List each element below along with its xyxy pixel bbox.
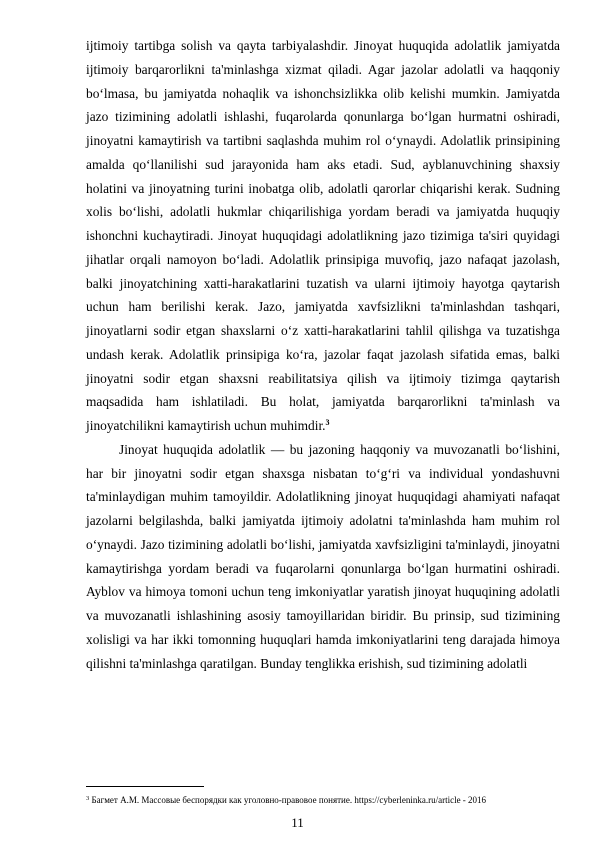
page-number: 11: [291, 815, 304, 830]
paragraph-text: ijtimoiy tartibga solish va qayta tarbiyalashdir. Jinoyat huquqida adolatlik jamiyatda ijtimoiy barqarorlikni ta'minlashga xizmat qiladi. Agar jazolar adolatli va haqqoniy bo‘lmasa, bu jamiyatda nohaqlik va ishonchsizlikka olib kelishi mumkin. Jamiyatda jazo tizimining adolatli ishlashi, fuqarolarda qonunlarga bo‘lgan hurmatni oshiradi, jinoyatni kamaytirish va tartibni saqlashda muhim rol o‘ynaydi. Adolatlik prinsipining amalda qo‘llanilishi sud jarayonida ham aks etadi. Sud, ayblanuvchining shaxsiy holatini va jinoyatning turini inobatga olib, adolatli qarorlar chiqarishi kerak. Sudning xolis bo‘lishi, adolatli hukmlar chiqarilishiga yordam beradi va jamiyatda huquqiy ishonchni kuchaytiradi. Jinoyat huquqidagi adolatlikning jazo tizimiga ta'siri quyidagi jihatlar orqali namoyon bo‘ladi. Adolatlik prinsipiga muvofiq, jazo nafaqat jazolash, balki jinoyatchining xatti-harakatlarini tuzatish va ularni ijtimoiy hayotga qaytarish uchun ham berilishi kerak. Jazo, jamiyatda xavfsizlikni ta'minlashdan tashqari, jinoyatlarni sodir etgan shaxslarni o‘z xatti-harakatlarini tahlil qilishga va tuzatishga undash kerak. Adolatlik prinsipiga ko‘ra, jazolar faqat jazolash sifatida emas, balki jinoyatni sodir etgan shaxsni reabilitatsiya qilish va ijtimoiy tizimga qaytarish maqsadida ham ishlatiladi. Bu holat, jamiyatda barqarorlikni ta'minlash va jinoyatchilikni kamaytirish uchun muhimdir.: [86, 38, 560, 433]
footnote-text: Багмет А.М. Массовые беспорядки как уголовно-правовое понятие. https://cyberleninka.ru/article - 2016: [91, 795, 487, 805]
footnote: [86, 795, 560, 806]
paragraph-text: Jinoyat huquqida adolatlik — bu jazoning haqqoniy va muvozanatli bo‘lishini, har bir jinoyatni sodir etgan shaxsga nisbatan to‘g‘ri va individual yondashuvni ta'minlaydigan muhim tamoyildir. Adolatlikning jinoyat huquqidagi ahamiyati nafaqat jazolarni belgilashda, balki jamiyatda ijtimoiy adolatni ta'minlashda ham muhim rol o‘ynaydi. Jazo tizimining adolatli bo‘lishi, jamiyatda xavfsizligini ta'minlaydi, jinoyatni kamaytirishga yordam beradi va fuqarolarni qonunlarga bo‘lgan hurmatini oshiradi. Ayblov va himoya tomoni uchun teng imkoniyatlar yaratish jinoyat huquqining adolatli va muvozanatli ishlashining asosiy tamoyillaridan biridir. Bu prinsip, sud tizimining xolisligi va har ikki tomonning huquqlari hamda imkoniyatlarini teng darajada himoya qilishni ta'minlashga qaratilgan. Bunday tenglikka erishish, sud tizimining adolatli: [86, 441, 560, 671]
paragraph: [86, 34, 560, 438]
paragraph: [86, 438, 560, 676]
body-text: [86, 34, 560, 675]
footnote-reference[interactable]: 3: [325, 418, 330, 427]
footnote-number: 3: [86, 795, 90, 802]
footnote-separator: [86, 786, 204, 787]
